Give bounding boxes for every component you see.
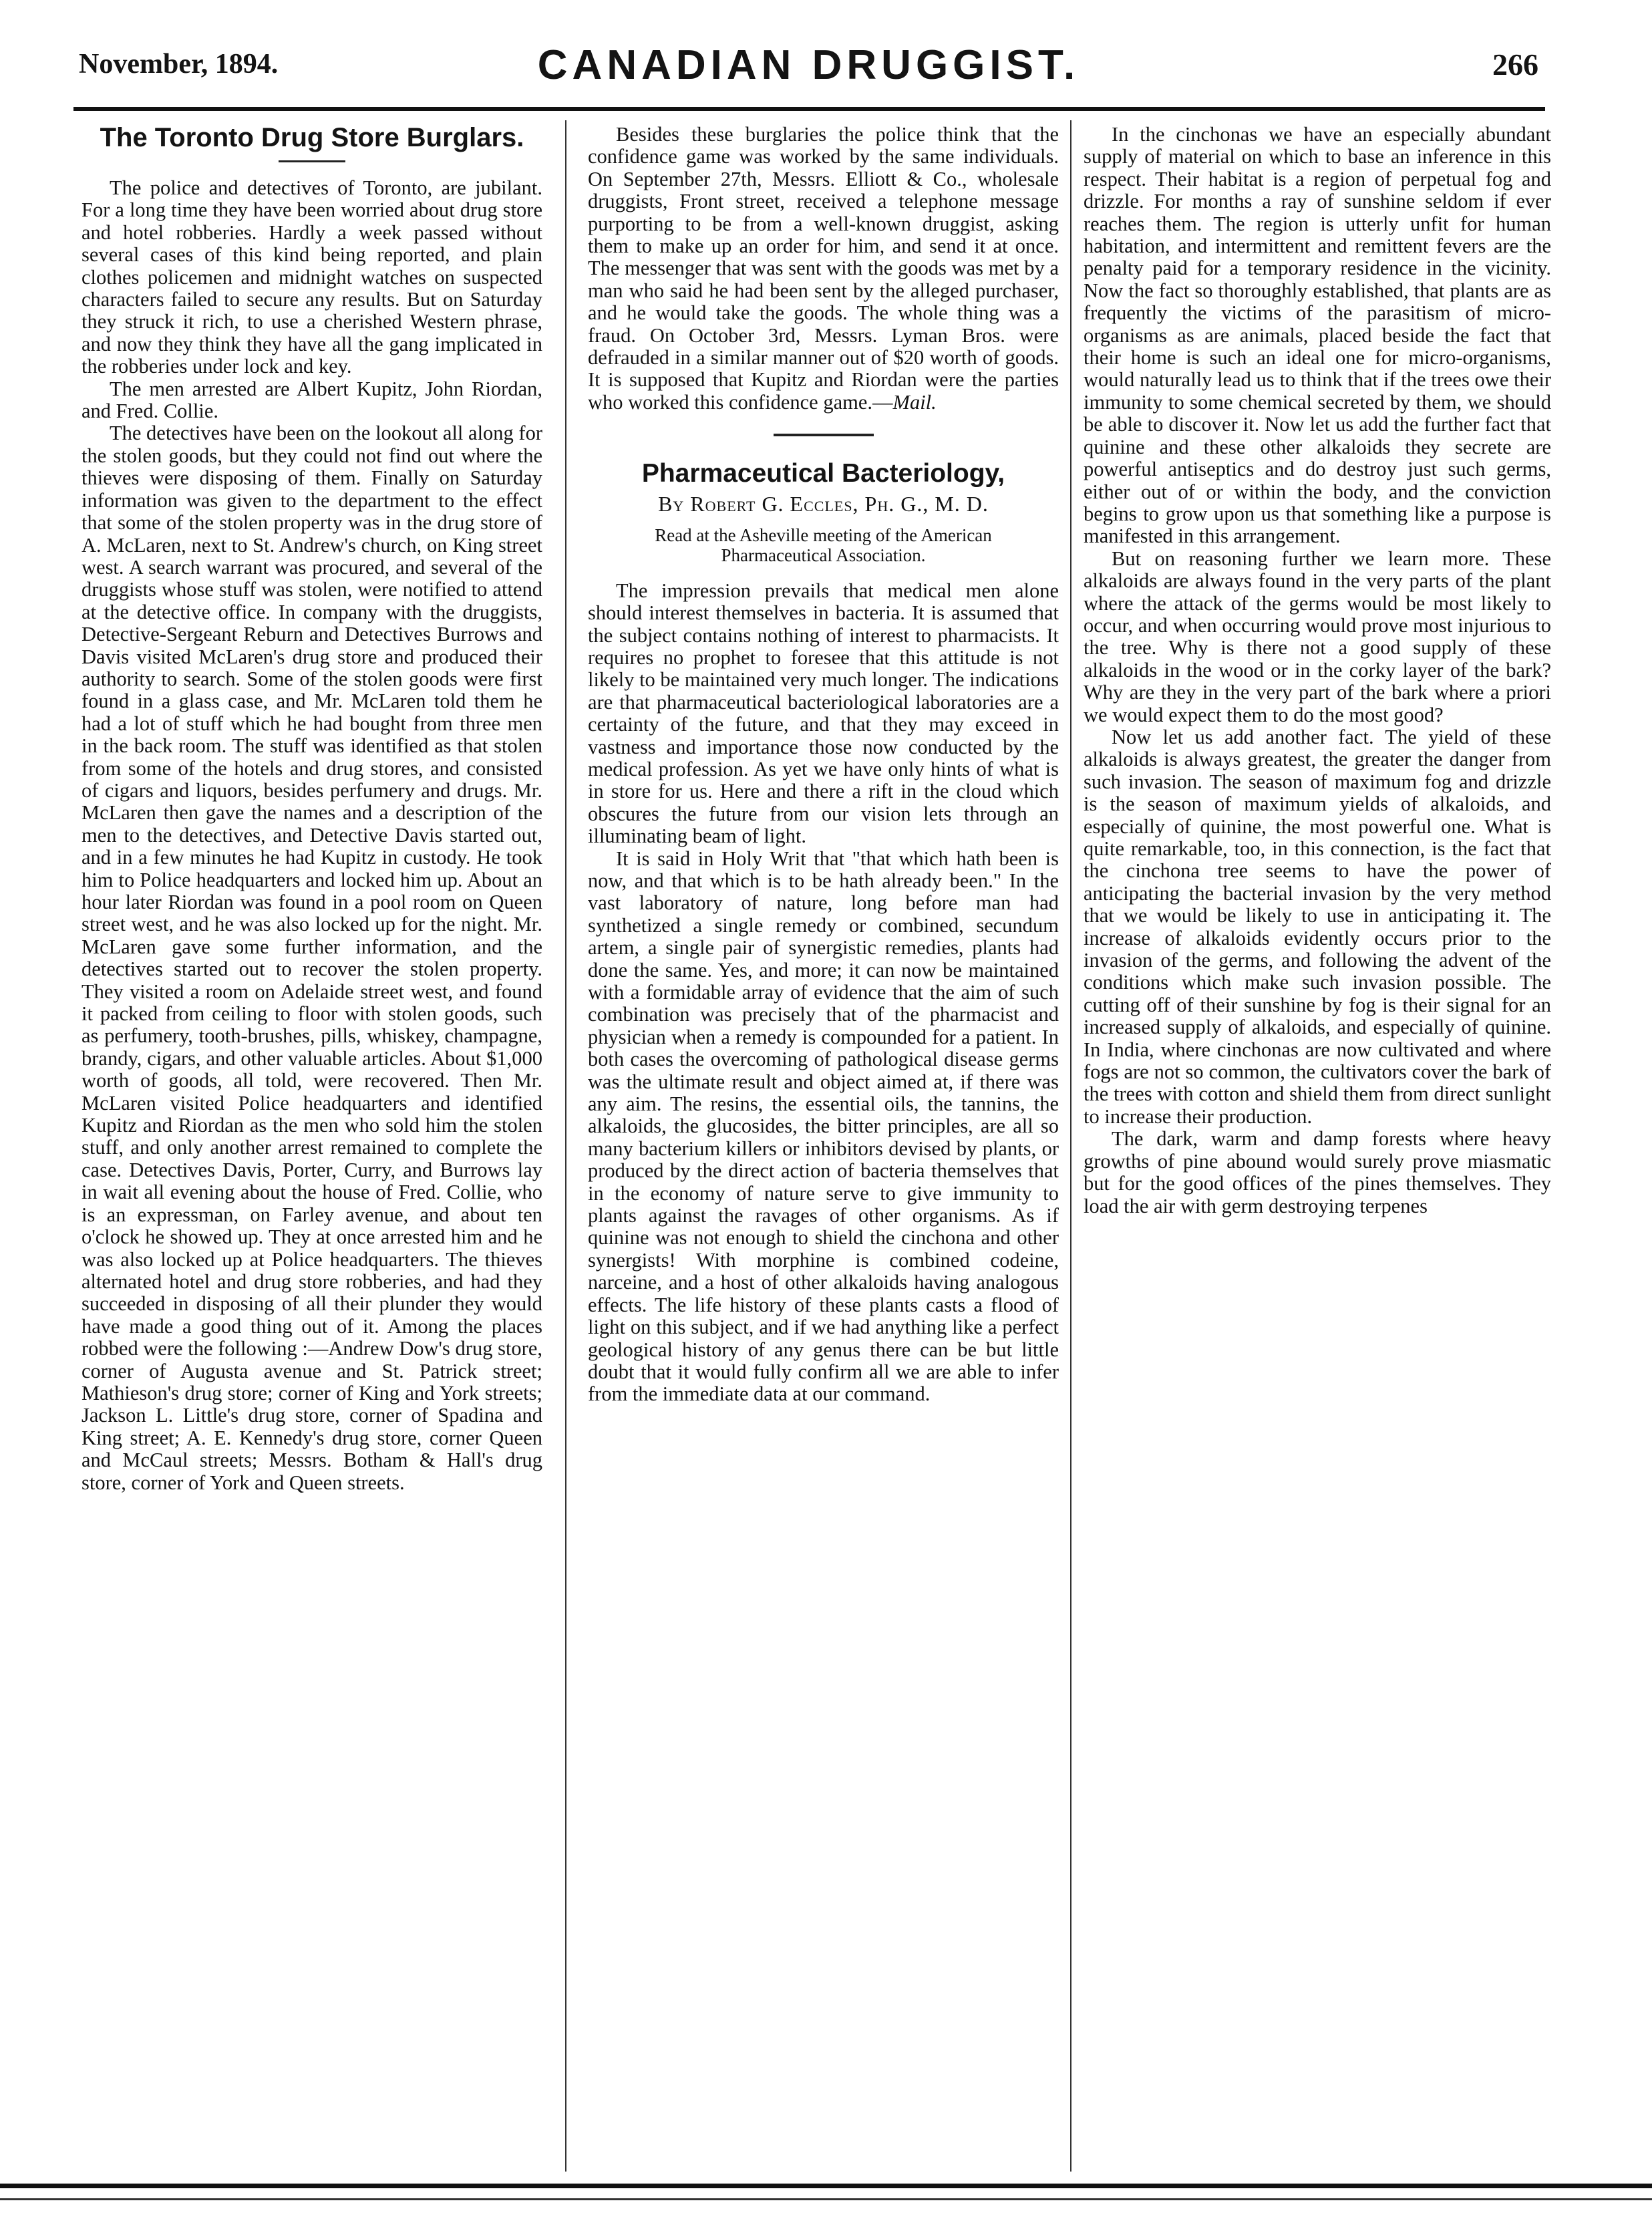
paragraph: Now let us add another fact. The yield of these alkaloids is always greatest, the greater the danger from such invasion. The season of maximum fog and drizzle is the season of maximum yields of alkaloids, and especially of quinine, the most powerful one. What is quite remarkable, too, in this connection, is the fact that the cinchona tree seems to have the power of anticipating the bacterial invasion by the very method that we would be likely to use in anticipating it. The increase of alkaloids evidently occurs prior to the invasion of the germs, and following the advent of the conditions which make such invasion possible. The cutting off of their sunshine by fog is their signal for an increased supply of alkaloids, and especially of quinine. In India, where cinchonas are now cultivated and where fogs are not so common, the cultivators cover the bark of the trees with cotton and shield them from direct sunlight to increase their production.	[1084, 725, 1551, 1128]
paragraph: It is said in Holy Writ that "that which hath been is now, and that which is to be hath already been." In the vast laboratory of nature, long before man had synthetized a single remedy or combined, secundum artem, a single pair of synergistic remedies, plants had done the same. Yes, and more; it can now be maintained with a formidable array of evidence that the aim of such combination was precisely that of the pharmacist and physician when a remedy is compounded for a patient. In both cases the overcoming of pathological disease germs was the ultimate result and object aimed at, if there was any aim. The resins, the essential oils, the tannins, the alkaloids, the glucosides, the bitter principles, are all so many bacterium killers or inhibitors devised by plants, or produced by the direct action of bacteria themselves that in the economy of nature serve to give immunity to plants against the ravages of other organisms. As if quinine was not enough to shield the cinchona and other synergists! With morphine is combined codeine, narceine, and a host of other alkaloids having analogous effects. The life history of these plants casts a flood of light on this subject, and if we had anything like a perfect geological history of any genus there can be but little doubt that it would fully confirm all we are able to infer from the immediate data at our command.	[588, 847, 1059, 1406]
paragraph: The men arrested are Albert Kupitz, John Riordan, and Fred. Collie.	[81, 377, 542, 423]
paragraph: In the cinchonas we have an especially abundant supply of material on which to base an inference in this respect. Their habitat is a region of perpetual fog and drizzle. For months a ray of sunshine seldom if ever reaches them. The region is utterly unfit for human habitation, and intermittent and remittent fevers are the penalty paid for a temporary residence in the vicinity. Now the fact so thoroughly established, that plants are as frequently the victims of the parasitism of micro-organisms as are animals, placed beside the fact that their home is such an ideal one for micro-organisms, would naturally lead us to think that if the trees owe their immunity to some chemical secreted by them, we should be able to discover it. Now let us add the further fact that quinine and these other alkaloids they secrete are powerful antiseptics and do destroy just such germs, either out of or within the body, and the conviction begins to grow upon us that something like a purpose is manifested in this arrangement.	[1084, 124, 1551, 548]
column-2	[588, 124, 1059, 2168]
publication-title: CANADIAN DRUGGIST.	[537, 42, 1080, 88]
source-signature: Mail.	[892, 390, 937, 414]
issue-date: November, 1894.	[79, 49, 279, 80]
footer-rule	[0, 2198, 1652, 2200]
column-1	[81, 124, 542, 2168]
paragraph: But on reasoning further we learn more. These alkaloids are always found in the very parts of the plant where the attack of the germs would be most likely to occur, and when occurring would prove most injurious to the tree. Why is there not a good supply of these alkaloids in the wood or in the corky layer of the bark? Why are they in the very part of the bark where a priori we would expect them to do the most good?	[1084, 547, 1551, 726]
paragraph-text: Besides these burglaries the police think that the confidence game was worked by the same individuals. On September 27th, Messrs. Elliott & Co., wholesale druggists, Front street, received a telephone message purporting to be from a well-known druggist, asking them to make up an order for him, and send it at once. The messenger that was sent with the goods was met by a man who said he had been sent by the alleged purchaser, and he would take the goods. The whole thing was a fraud. On October 3rd, Messrs. Lyman Bros. were defrauded in a similar manner out of $20 worth of goods. It is supposed that Kupitz and Riordan were the parties who worked this confidence game.—	[588, 124, 1059, 414]
header-rule	[73, 107, 1545, 111]
article-title: Pharmaceutical Bacteriology,	[641, 459, 1005, 488]
article-note: Read at the Asheville meeting of the American Pharmaceutical Association.	[655, 525, 992, 565]
title-rule	[279, 160, 345, 162]
article-byline: By Robert G. Eccles, Ph. G., M. D.	[658, 492, 989, 516]
article-title: The Toronto Drug Store Burglars.	[100, 124, 524, 152]
article-separator	[774, 434, 874, 436]
column-divider	[565, 120, 566, 2172]
paragraph: The police and detectives of Toronto, are jubilant. For a long time they have been worried about drug store and hotel robberies. Hardly a week passed without several cases of this kind being reported, and plain clothes policemen and midnight watches on suspected characters failed to secure any results. But on Saturday they struck it rich, to use a cherished Western phrase, and now they think they have all the gang implicated in the robberies under lock and key.	[81, 176, 542, 378]
paragraph	[588, 124, 1059, 414]
column-3	[1084, 124, 1551, 2168]
paragraph: The dark, warm and damp forests where heavy growths of pine abound would surely prove miasmatic but for the good offices of the pines themselves. They load the air with germ destroying terpenes	[1084, 1127, 1551, 1217]
paragraph-continuing: The detectives have been on the lookout all along for the stolen goods, but they could not find out where the thieves were disposing of them. Finally on Saturday information was given to the department to the effect that some of the stolen property was in the drug store of A. McLaren, next to St. Andrew's church, on King street west. A search warrant was procured, and several of the druggists whose stuff was stolen, were notified to attend at the detective office. In company with the druggists, Detective-Sergeant Reburn and Detectives Burrows and Davis visited McLaren's drug store and produced their authority to search. Some of the stolen goods were first found in a glass case, and Mr. McLaren told them he had a lot of stuff which he had bought from three men in the back room. The stuff was identified as that stolen from some of the hotels and drug stores, and consisted of cigars and liquors, besides perfumery and drugs. Mr. McLaren then gave the names and a description of the men to the detectives, and Detective Davis started out, and in a few minutes he had Kupitz in custody. He took him to Police headquarters and locked him up. About an hour later Riordan was found in a pool room on Queen street west, and he was also locked up for the night. Mr. McLaren gave some further information, and the detectives started out to recover the stolen property. They visited a room on Adelaide street west, and found it packed from ceiling to floor with stolen goods, such as perfumery, tooth-brushes, pills, whiskey, champagne, brandy, cigars, and other valuable articles. About $1,000 worth of goods, all told, were recovered. Then Mr. McLaren visited Police headquarters and identified Kupitz and Riordan as the men who sold him the stolen stuff, and only another arrest remained to complete the case. Detectives Davis, Porter, Curry, and Burrows lay in wait all evening about the house of Fred. Collie, who is an expressman, on Farley avenue, and about ten o'clock he showed up. They at once arrested him and he was also locked up at Police headquarters. The thieves alternated hotel and drug store robberies, and had they succeeded in disposing of all their plunder they would have made a good thing out of it. Among the places robbed were the following :—Andrew Dow's drug store, corner of Augusta avenue and St. Patrick street; Mathieson's drug store; corner of King and York streets; Jackson L. Little's drug store, corner of Spadina and King street; A. E. Kennedy's drug store, corner Queen and McCaul streets; Messrs. Botham & Hall's drug store, corner of York and Queen streets.	[81, 422, 542, 1494]
column-divider	[1070, 120, 1071, 2172]
page-header	[79, 40, 1538, 100]
footer-rule	[0, 2184, 1652, 2188]
page-number: 266	[1492, 47, 1538, 82]
paragraph: The impression prevails that medical men alone should interest themselves in bacteria. It is assumed that the subject contains nothing of interest to pharmacists. It requires no prophet to foresee that this attitude is not likely to be maintained very much longer. The indications are that pharmaceutical bacteriological laboratories are a certainty of the future, and that they may exceed in vastness and importance those now conducted by the medical profession. As yet we have only hints of what is in store for us. Here and there a rift in the cloud which obscures the future from our vision lets through an illuminating beam of light.	[588, 579, 1059, 848]
